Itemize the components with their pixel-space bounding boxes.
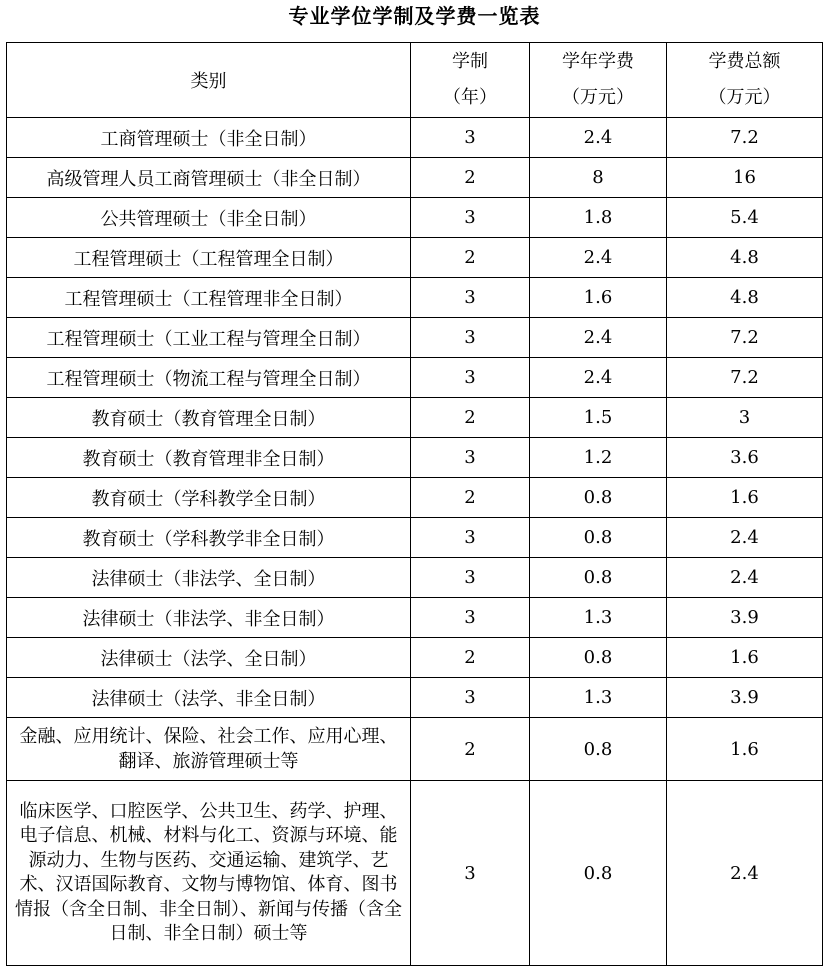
category-cell: 法律硕士（非法学、非全日制） <box>7 598 411 638</box>
table-row <box>7 781 823 966</box>
table-row <box>7 718 823 781</box>
category-cell: 法律硕士（法学、全日制） <box>7 638 411 678</box>
category-cell: 工程管理硕士（工程管理全日制） <box>7 238 411 278</box>
duration-cell: 2 <box>411 718 530 781</box>
annual-fee-cell: 1.3 <box>530 598 667 638</box>
total-fee-cell: 2.4 <box>667 558 823 598</box>
table-row <box>7 558 823 598</box>
category-cell: 工程管理硕士（工业工程与管理全日制） <box>7 318 411 358</box>
category-cell: 高级管理人员工商管理硕士（非全日制） <box>7 158 411 198</box>
category-cell: 工商管理硕士（非全日制） <box>7 118 411 158</box>
header-annual-fee <box>530 43 667 118</box>
category-cell: 教育硕士（学科教学全日制） <box>7 478 411 518</box>
duration-cell: 3 <box>411 781 530 966</box>
annual-fee-cell: 0.8 <box>530 478 667 518</box>
total-fee-cell: 1.6 <box>667 638 823 678</box>
header-duration <box>411 43 530 118</box>
total-fee-cell: 7.2 <box>667 318 823 358</box>
header-total-fee-line2: （万元） <box>708 87 781 108</box>
table-row <box>7 638 823 678</box>
total-fee-cell: 3.9 <box>667 678 823 718</box>
table-row <box>7 518 823 558</box>
total-fee-cell: 3.9 <box>667 598 823 638</box>
duration-cell: 2 <box>411 238 530 278</box>
duration-cell: 3 <box>411 518 530 558</box>
duration-cell: 3 <box>411 318 530 358</box>
duration-cell: 2 <box>411 158 530 198</box>
category-cell: 工程管理硕士（工程管理非全日制） <box>7 278 411 318</box>
total-fee-cell: 7.2 <box>667 358 823 398</box>
total-fee-cell: 2.4 <box>667 518 823 558</box>
annual-fee-cell: 8 <box>530 158 667 198</box>
category-cell: 教育硕士（教育管理全日制） <box>7 398 411 438</box>
duration-cell: 3 <box>411 358 530 398</box>
duration-cell: 3 <box>411 278 530 318</box>
annual-fee-cell: 1.6 <box>530 278 667 318</box>
duration-cell: 3 <box>411 438 530 478</box>
table-row <box>7 278 823 318</box>
duration-cell: 3 <box>411 558 530 598</box>
total-fee-cell: 4.8 <box>667 238 823 278</box>
category-cell: 金融、应用统计、保险、社会工作、应用心理、翻译、旅游管理硕士等 <box>7 718 411 781</box>
table-row <box>7 198 823 238</box>
category-cell: 工程管理硕士（物流工程与管理全日制） <box>7 358 411 398</box>
annual-fee-cell: 0.8 <box>530 558 667 598</box>
total-fee-cell: 1.6 <box>667 478 823 518</box>
table-row <box>7 598 823 638</box>
table-row <box>7 398 823 438</box>
annual-fee-cell: 0.8 <box>530 718 667 781</box>
header-annual-fee-line2: （万元） <box>562 87 634 108</box>
category-cell: 教育硕士（教育管理非全日制） <box>7 438 411 478</box>
table-row <box>7 158 823 198</box>
duration-cell: 2 <box>411 478 530 518</box>
annual-fee-cell: 2.4 <box>530 118 667 158</box>
table-row <box>7 238 823 278</box>
category-cell: 公共管理硕士（非全日制） <box>7 198 411 238</box>
header-total-fee-line1: 学费总额 <box>708 51 781 72</box>
total-fee-cell: 1.6 <box>667 718 823 781</box>
header-annual-fee-line1: 学年学费 <box>562 51 634 72</box>
annual-fee-cell: 2.4 <box>530 318 667 358</box>
total-fee-cell: 3.6 <box>667 438 823 478</box>
category-cell: 教育硕士（学科教学非全日制） <box>7 518 411 558</box>
header-category: 类别 <box>7 43 411 118</box>
category-cell: 临床医学、口腔医学、公共卫生、药学、护理、电子信息、机械、材料与化工、资源与环境、能源动力、生物与医药、交通运输、建筑学、艺术、汉语国际教育、文物与博物馆、体育、图书情报（含全日制、非全日制）、新闻与传播（含全日制、非全日制）硕士等 <box>7 781 411 966</box>
total-fee-cell: 7.2 <box>667 118 823 158</box>
total-fee-cell: 5.4 <box>667 198 823 238</box>
category-cell: 法律硕士（非法学、全日制） <box>7 558 411 598</box>
total-fee-cell: 2.4 <box>667 781 823 966</box>
category-cell: 法律硕士（法学、非全日制） <box>7 678 411 718</box>
total-fee-cell: 16 <box>667 158 823 198</box>
annual-fee-cell: 0.8 <box>530 518 667 558</box>
header-row <box>7 43 823 118</box>
table-row <box>7 438 823 478</box>
annual-fee-cell: 1.8 <box>530 198 667 238</box>
annual-fee-cell: 0.8 <box>530 781 667 966</box>
page-title: 专业学位学制及学费一览表 <box>288 4 541 28</box>
header-duration-line2: （年） <box>443 87 497 108</box>
fee-table <box>6 42 823 966</box>
annual-fee-cell: 1.5 <box>530 398 667 438</box>
duration-cell: 3 <box>411 198 530 238</box>
duration-cell: 3 <box>411 598 530 638</box>
header-total-fee <box>667 43 823 118</box>
duration-cell: 3 <box>411 678 530 718</box>
total-fee-cell: 3 <box>667 398 823 438</box>
annual-fee-cell: 0.8 <box>530 638 667 678</box>
table-row <box>7 678 823 718</box>
table-row <box>7 118 823 158</box>
table-row <box>7 318 823 358</box>
duration-cell: 2 <box>411 638 530 678</box>
header-duration-line1: 学制 <box>452 51 488 72</box>
table-row <box>7 478 823 518</box>
annual-fee-cell: 2.4 <box>530 238 667 278</box>
annual-fee-cell: 1.2 <box>530 438 667 478</box>
annual-fee-cell: 1.3 <box>530 678 667 718</box>
table-row <box>7 358 823 398</box>
total-fee-cell: 4.8 <box>667 278 823 318</box>
annual-fee-cell: 2.4 <box>530 358 667 398</box>
duration-cell: 3 <box>411 118 530 158</box>
duration-cell: 2 <box>411 398 530 438</box>
